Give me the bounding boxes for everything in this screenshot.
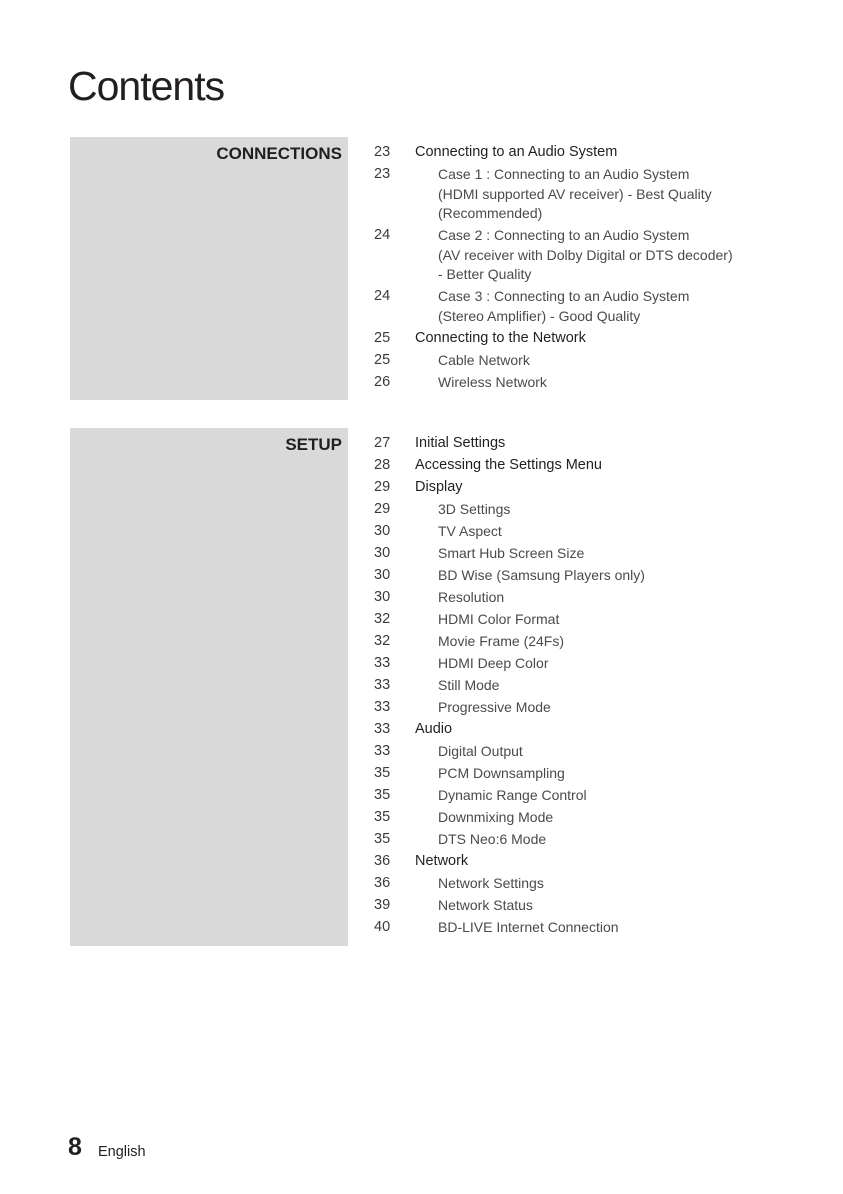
toc-page-number: 30 [374, 567, 391, 583]
toc-page-number: 40 [374, 919, 391, 935]
toc-entry-line: Network Settings [438, 875, 544, 891]
toc-entry-line: BD-LIVE Internet Connection [438, 919, 619, 935]
toc-entry-line: (AV receiver with Dolby Digital or DTS decoder) [438, 246, 733, 263]
toc-entry [374, 786, 748, 806]
toc-heading [415, 143, 748, 163]
toc-page-number: 35 [374, 831, 391, 847]
toc-entry [374, 852, 748, 872]
toc-subitem [438, 830, 748, 850]
toc-subitem [438, 544, 748, 564]
toc-subitem [438, 808, 748, 828]
toc-entry-line: Network Status [438, 897, 533, 913]
toc-entry-line: Audio [415, 721, 453, 737]
toc-entry-line: (Stereo Amplifier) - Good Quality [438, 307, 641, 324]
toc-page-number: 30 [374, 545, 391, 561]
toc-subitem [438, 373, 748, 393]
toc-page-number: 25 [374, 329, 391, 346]
toc-heading [415, 478, 748, 498]
toc-page-number: 33 [374, 677, 391, 693]
toc-entry-line: Smart Hub Screen Size [438, 545, 585, 561]
toc-entry-line: HDMI Color Format [438, 611, 560, 627]
toc-subitem [438, 522, 748, 542]
toc-entry-line: Wireless Network [438, 373, 547, 390]
toc-entry [374, 566, 748, 586]
toc-page-number: 24 [374, 227, 391, 243]
toc-page-number: 24 [374, 288, 391, 304]
toc-entry-line: Downmixing Mode [438, 809, 554, 825]
toc-page-number: 26 [374, 373, 391, 390]
toc-page-number: 33 [374, 743, 391, 759]
toc-subitem [438, 742, 748, 762]
toc-entry-line: PCM Downsampling [438, 765, 565, 781]
toc-entry-line: DTS Neo:6 Mode [438, 831, 547, 847]
toc-page-number: 23 [374, 144, 391, 160]
toc-heading [415, 434, 748, 454]
toc-entry-line: Case 2 : Connecting to an Audio System [438, 227, 690, 243]
toc-subitem [438, 610, 748, 630]
toc-entry-line: Still Mode [438, 677, 500, 693]
toc-page-number: 33 [374, 699, 391, 715]
toc-entry [374, 329, 748, 349]
toc-entry [374, 720, 748, 740]
toc-page-number: 32 [374, 611, 391, 627]
toc-entry [374, 896, 748, 916]
toc-entry [374, 522, 748, 542]
toc-page-number: 33 [374, 721, 391, 737]
toc-entry [374, 478, 748, 498]
toc-subitem [438, 287, 748, 326]
toc-entry [374, 874, 748, 894]
toc-entry-line: Cable Network [438, 351, 530, 368]
toc-subitem [438, 500, 748, 520]
toc-entry [374, 226, 748, 285]
toc-subitem [438, 786, 748, 806]
toc-entry-line: TV Aspect [438, 523, 502, 539]
toc-page-number: 29 [374, 501, 391, 517]
section-box-setup [70, 428, 348, 946]
toc-entry [374, 698, 748, 718]
toc-page-number: 27 [374, 435, 391, 451]
toc-page-number: 35 [374, 765, 391, 781]
section-label-connections: CONNECTIONS [216, 144, 342, 163]
toc-entry [374, 654, 748, 674]
toc-heading [415, 852, 748, 872]
toc-subitem [438, 226, 748, 285]
toc-entry-line: Connecting to an Audio System [415, 144, 618, 160]
toc-subitem [438, 874, 748, 894]
toc-subitem [438, 632, 748, 652]
toc-subitem [438, 654, 748, 674]
toc-page-number: 28 [374, 457, 391, 473]
toc-entry [374, 165, 748, 224]
toc-page-number: 30 [374, 523, 391, 539]
toc-page-number: 25 [374, 351, 391, 368]
toc-entry [374, 434, 748, 454]
toc-entry-line: Progressive Mode [438, 699, 551, 715]
toc-entry [374, 830, 748, 850]
toc-page-number: 32 [374, 633, 391, 649]
toc-entry [374, 287, 748, 326]
toc-entry [374, 500, 748, 520]
toc-entry [374, 610, 748, 630]
toc-entry-line: Case 3 : Connecting to an Audio System [438, 288, 690, 304]
toc-entry [374, 676, 748, 696]
toc-subitem [438, 764, 748, 784]
toc-entry [374, 143, 748, 163]
toc-entry-line: (HDMI supported AV receiver) - Best Quality [438, 185, 712, 202]
toc-page-number: 33 [374, 655, 391, 671]
toc-entry [374, 588, 748, 608]
toc-page-number: 29 [374, 479, 391, 495]
toc-subitem [438, 351, 748, 371]
toc-entry-line: BD Wise (Samsung Players only) [438, 567, 645, 583]
toc-page-number: 36 [374, 853, 391, 869]
toc-heading [415, 720, 748, 740]
toc-page-number: 30 [374, 589, 391, 605]
toc-entry-line: Movie Frame (24Fs) [438, 633, 565, 649]
toc-entry-line: Network [415, 853, 469, 869]
toc-page-number: 23 [374, 166, 391, 182]
toc-subitem [438, 676, 748, 696]
toc-entry-line: Case 1 : Connecting to an Audio System [438, 166, 690, 182]
section-label-setup: SETUP [285, 435, 342, 454]
toc-subitem [438, 165, 748, 224]
toc-entry-line: 3D Settings [438, 501, 511, 517]
toc-entry-line: HDMI Deep Color [438, 655, 549, 671]
toc-entry [374, 764, 748, 784]
footer-language: English [98, 1144, 146, 1160]
toc-entry-line: Resolution [438, 589, 505, 605]
toc-entry-line: Initial Settings [415, 435, 506, 451]
toc-entry [374, 544, 748, 564]
toc-list-connections [374, 143, 748, 395]
toc-entry [374, 351, 748, 371]
toc-page-number: 35 [374, 787, 391, 803]
toc-entry [374, 456, 748, 476]
toc-entry-line: (Recommended) [438, 205, 543, 221]
page-title: Contents [68, 63, 225, 109]
toc-entry-line: Connecting to the Network [415, 329, 586, 346]
toc-page-number: 39 [374, 897, 391, 913]
toc-entry-line: Display [415, 479, 463, 495]
toc-page-number: 35 [374, 809, 391, 825]
toc-page-number: 36 [374, 875, 391, 891]
toc-entry-line: Accessing the Settings Menu [415, 457, 602, 473]
toc-entry [374, 808, 748, 828]
toc-subitem [438, 918, 748, 938]
section-box-connections [70, 137, 348, 400]
toc-entry-line: Digital Output [438, 743, 523, 759]
toc-entry [374, 373, 748, 393]
toc-heading [415, 329, 748, 349]
footer-page-number: 8 [68, 1133, 82, 1161]
toc-subitem [438, 588, 748, 608]
toc-entry [374, 918, 748, 938]
toc-entry [374, 742, 748, 762]
toc-subitem [438, 896, 748, 916]
toc-list-setup [374, 434, 748, 940]
toc-entry [374, 632, 748, 652]
toc-entry-line: - Better Quality [438, 266, 532, 282]
toc-entry-line: Dynamic Range Control [438, 787, 587, 803]
toc-subitem [438, 698, 748, 718]
toc-subitem [438, 566, 748, 586]
toc-heading [415, 456, 748, 476]
